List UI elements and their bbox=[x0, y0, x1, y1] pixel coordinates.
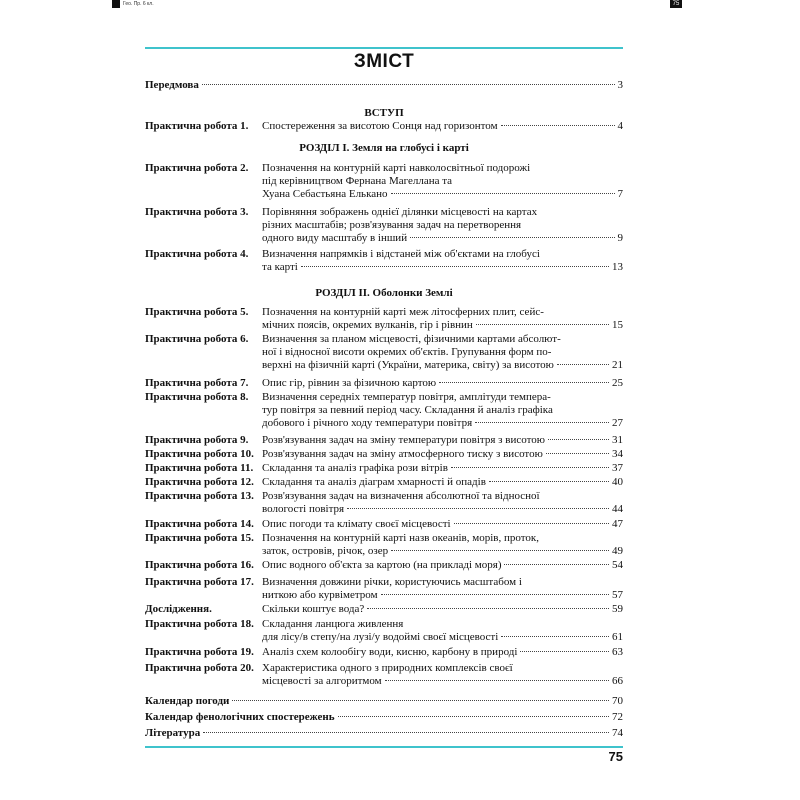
dot-leader bbox=[347, 508, 609, 509]
toc-label: Практична робота 13. bbox=[145, 490, 254, 502]
toc-title: Складання та аналіз графіка рози вітрів bbox=[262, 462, 448, 474]
toc-entry-line bbox=[145, 232, 623, 245]
toc-label: Практична робота 4. bbox=[145, 248, 249, 260]
toc-title: Література bbox=[145, 727, 201, 739]
dot-leader bbox=[381, 594, 609, 595]
toc-title: Хуана Себастьяна Елькано bbox=[262, 188, 388, 201]
toc-page: 3 bbox=[617, 79, 623, 91]
toc-title: Календар погоди bbox=[145, 695, 230, 707]
toc-entry-line bbox=[145, 404, 623, 417]
toc-page: 15 bbox=[612, 319, 623, 332]
back-matter-row bbox=[145, 727, 623, 740]
toc-title: Визначення напрямків і відстаней між об'єктами на глобусі bbox=[262, 248, 540, 260]
toc-label: Практична робота 10. bbox=[145, 448, 254, 460]
toc-text-line bbox=[262, 162, 623, 175]
preface-row bbox=[145, 79, 623, 92]
toc-label: Практична робота 1. bbox=[145, 120, 249, 132]
toc-entry-line bbox=[145, 646, 623, 659]
toc-page: 40 bbox=[612, 476, 623, 488]
toc-entry-line bbox=[145, 306, 623, 319]
toc-title: Позначення на контурній карті навколосвітньої подорожі bbox=[262, 162, 531, 174]
toc-label: Дослідження. bbox=[145, 603, 212, 615]
toc-text-line bbox=[262, 359, 623, 372]
toc-title: ниткою або курвіметром bbox=[262, 589, 378, 602]
toc-text-line bbox=[262, 589, 623, 602]
toc-entry-line bbox=[145, 319, 623, 332]
dot-leader bbox=[232, 700, 609, 701]
toc-label: Практична робота 15. bbox=[145, 532, 254, 544]
toc-title: Спостереження за висотою Сонця над горизонтом bbox=[262, 120, 498, 132]
toc-title: Визначення довжини річки, користуючись масштабом і bbox=[262, 576, 522, 588]
toc-text-line bbox=[262, 188, 623, 201]
toc-title: Визначення середніх температур повітря, амплітуди темпера- bbox=[262, 391, 551, 403]
toc-title: під керівництвом Фернана Магеллана та bbox=[262, 175, 453, 188]
toc-text-line bbox=[262, 646, 623, 659]
toc-entry-line bbox=[145, 603, 623, 616]
toc-title: Аналіз схем колообігу води, кисню, карбону в природі bbox=[262, 646, 518, 658]
toc-title: Опис гір, рівнин за фізичною картою bbox=[262, 377, 437, 389]
toc-page: 54 bbox=[612, 559, 623, 571]
toc-entry-line bbox=[145, 662, 623, 675]
toc-label: Практична робота 2. bbox=[145, 162, 249, 174]
toc-text-line bbox=[262, 576, 623, 589]
toc-text-line bbox=[262, 662, 623, 675]
toc-entry-line bbox=[145, 631, 623, 644]
toc-page: 44 bbox=[612, 503, 623, 516]
toc-text-line bbox=[262, 404, 623, 417]
toc-text-line bbox=[145, 711, 623, 724]
dot-leader bbox=[391, 550, 609, 551]
toc-title: Порівняння зображень однієї ділянки місцевості на картах bbox=[262, 206, 538, 218]
dot-leader bbox=[475, 422, 609, 423]
toc-text-line bbox=[262, 462, 623, 475]
toc-text-line bbox=[262, 518, 623, 531]
toc-title: Календар фенологічних спостережень bbox=[145, 711, 335, 723]
toc-title: Опис погоди та клімату своєї місцевості bbox=[262, 518, 451, 530]
toc-text-line bbox=[262, 333, 623, 346]
toc-text-line bbox=[262, 261, 623, 274]
dot-leader bbox=[203, 732, 609, 733]
dot-leader bbox=[202, 84, 615, 85]
toc-page: 74 bbox=[612, 727, 623, 739]
toc-title: Позначення на контурній карті назв океанів, морів, проток, bbox=[262, 532, 539, 544]
toc-page: 37 bbox=[612, 462, 623, 474]
toc-entry-line bbox=[145, 417, 623, 430]
toc-page: 31 bbox=[612, 434, 623, 446]
toc-entry-line bbox=[145, 462, 623, 475]
toc-entry-line bbox=[145, 206, 623, 219]
toc-label: Практична робота 3. bbox=[145, 206, 249, 218]
toc-text-line bbox=[145, 79, 623, 92]
toc-label: Практична робота 7. bbox=[145, 377, 249, 389]
dot-leader bbox=[548, 439, 609, 440]
toc-page: 70 bbox=[612, 695, 623, 707]
toc-title: Розв'язування задач на зміну атмосферного тиску з висотою bbox=[262, 448, 543, 460]
toc-entry-line bbox=[145, 675, 623, 688]
toc-entry-line bbox=[145, 261, 623, 274]
toc-entry-line bbox=[145, 589, 623, 602]
crop-mark bbox=[112, 0, 120, 8]
toc-entry-line bbox=[145, 219, 623, 232]
dot-leader bbox=[439, 382, 609, 383]
toc-text-line bbox=[262, 206, 623, 219]
page-number: 75 bbox=[608, 749, 623, 764]
toc-entry-line bbox=[145, 248, 623, 261]
toc-text-line bbox=[262, 503, 623, 516]
toc-page: 72 bbox=[612, 711, 623, 723]
dot-leader bbox=[501, 636, 609, 637]
toc-page: 63 bbox=[612, 646, 623, 658]
dot-leader bbox=[338, 716, 609, 717]
dot-leader bbox=[504, 564, 609, 565]
toc-entry-line bbox=[145, 359, 623, 372]
toc-title: заток, островів, річок, озер bbox=[262, 545, 389, 558]
toc-text-line bbox=[262, 618, 623, 631]
toc-page: 49 bbox=[612, 545, 623, 558]
toc-title: мічних поясів, окремих вулканів, гір і рівнин bbox=[262, 319, 473, 332]
toc-title: Складання та аналіз діаграм хмарності й опадів bbox=[262, 476, 486, 488]
dot-leader bbox=[454, 523, 609, 524]
toc-page: 4 bbox=[617, 120, 623, 132]
toc-page: 66 bbox=[612, 675, 623, 688]
dot-leader bbox=[557, 364, 609, 365]
dot-leader bbox=[451, 467, 609, 468]
toc-text-line bbox=[262, 377, 623, 390]
toc-title: одного виду масштабу в інший bbox=[262, 232, 408, 245]
toc-title: Скільки коштує вода? bbox=[262, 603, 365, 615]
toc-entry-line bbox=[145, 391, 623, 404]
toc-page: 27 bbox=[612, 417, 623, 430]
header-label: Гео. Пр. 6 кл. bbox=[123, 1, 154, 7]
toc-title: різних масштабів; розв'язування задач на перетворення bbox=[262, 219, 522, 232]
section-heading: РОЗДІЛ ІІ. Оболонки Землі bbox=[315, 287, 453, 299]
toc-entry-line bbox=[145, 518, 623, 531]
dot-leader bbox=[367, 608, 609, 609]
toc-entry-line bbox=[145, 545, 623, 558]
toc-text-line bbox=[262, 559, 623, 572]
toc-entry-line bbox=[145, 490, 623, 503]
toc-title: тур повітря за певний період часу. Складання й аналіз графіка bbox=[262, 404, 553, 417]
back-matter-row bbox=[145, 711, 623, 724]
toc-text-line bbox=[262, 248, 623, 261]
toc-page: 25 bbox=[612, 377, 623, 389]
toc-entry-line bbox=[145, 188, 623, 201]
toc-text-line bbox=[262, 306, 623, 319]
toc-title: Позначення на контурній карті меж літосферних плит, сейс- bbox=[262, 306, 544, 318]
toc-title: верхні на фізичній карті (України, материка, світу) за висотою bbox=[262, 359, 554, 372]
toc-page: 61 bbox=[612, 631, 623, 644]
toc-title: Опис водного об'єкта за картою (на прикладі моря) bbox=[262, 559, 502, 571]
toc-page: 7 bbox=[617, 188, 623, 201]
toc-label: Практична робота 18. bbox=[145, 618, 254, 630]
dot-leader bbox=[501, 125, 615, 126]
toc-page: 21 bbox=[612, 359, 623, 372]
toc-title: Розв'язування задач на визначення абсолютної та відносної bbox=[262, 490, 540, 502]
toc-title: та карті bbox=[262, 261, 298, 274]
toc-page: 13 bbox=[612, 261, 623, 274]
toc-entry-line bbox=[145, 532, 623, 545]
toc-text-line bbox=[262, 120, 623, 133]
dot-leader bbox=[410, 237, 614, 238]
toc-label: Практична робота 19. bbox=[145, 646, 254, 658]
toc-page: 9 bbox=[617, 232, 623, 245]
toc-title: добового і річного ходу температури повітря bbox=[262, 417, 473, 430]
toc-text-line bbox=[262, 448, 623, 461]
toc-text-line bbox=[262, 631, 623, 644]
bottom-divider bbox=[145, 746, 623, 748]
toc-title: місцевості за алгоритмом bbox=[262, 675, 382, 688]
toc-title: Визначення за планом місцевості, фізичними картами абсолют- bbox=[262, 333, 561, 345]
toc-entry-line bbox=[145, 175, 623, 188]
toc-title: Розв'язування задач на зміну температури повітря з висотою bbox=[262, 434, 545, 446]
toc-text-line bbox=[262, 434, 623, 447]
dot-leader bbox=[391, 193, 615, 194]
toc-entry-line bbox=[145, 120, 623, 133]
toc-entry-line bbox=[145, 576, 623, 589]
toc-label: Практична робота 6. bbox=[145, 333, 249, 345]
toc-text-line bbox=[262, 545, 623, 558]
toc-text-line bbox=[262, 391, 623, 404]
toc-page: 57 bbox=[612, 589, 623, 602]
toc-entry-line bbox=[145, 434, 623, 447]
toc-label: Практична робота 17. bbox=[145, 576, 254, 588]
toc-entry-line bbox=[145, 503, 623, 516]
toc-title: вологості повітря bbox=[262, 503, 345, 516]
toc-title: Складання ланцюга живлення bbox=[262, 618, 404, 630]
dot-leader bbox=[385, 680, 609, 681]
toc-label: Практична робота 16. bbox=[145, 559, 254, 571]
toc-entry-line bbox=[145, 618, 623, 631]
dot-leader bbox=[301, 266, 609, 267]
toc-label: Практична робота 9. bbox=[145, 434, 249, 446]
toc-title: Характеристика одного з природних комплексів своєї bbox=[262, 662, 513, 674]
toc-label: Практична робота 12. bbox=[145, 476, 254, 488]
toc-entry-line bbox=[145, 559, 623, 572]
toc-label: Практична робота 20. bbox=[145, 662, 254, 674]
toc-text-line bbox=[262, 346, 623, 359]
toc-text-line bbox=[262, 175, 623, 188]
toc-title: Передмова bbox=[145, 79, 199, 91]
toc-entry-line bbox=[145, 476, 623, 489]
toc-entry-line bbox=[145, 333, 623, 346]
page-title: ЗМІСТ bbox=[353, 51, 415, 72]
toc-text-line bbox=[262, 232, 623, 245]
toc-text-line bbox=[262, 417, 623, 430]
toc-page: 34 bbox=[612, 448, 623, 460]
toc-entry-line bbox=[145, 346, 623, 359]
toc-label: Практична робота 5. bbox=[145, 306, 249, 318]
toc-entry-line bbox=[145, 448, 623, 461]
toc-text-line bbox=[262, 476, 623, 489]
toc-text-line bbox=[145, 727, 623, 740]
section-heading: РОЗДІЛ І. Земля на глобусі і карті bbox=[299, 142, 469, 154]
toc-entry-line bbox=[145, 162, 623, 175]
dot-leader bbox=[476, 324, 609, 325]
dot-leader bbox=[520, 651, 609, 652]
top-divider bbox=[145, 47, 623, 49]
section-heading: ВСТУП bbox=[364, 107, 404, 119]
toc-label: Практична робота 11. bbox=[145, 462, 254, 474]
toc-text-line bbox=[262, 319, 623, 332]
toc-text-line bbox=[262, 490, 623, 503]
header-page-badge: 75 bbox=[670, 0, 682, 8]
toc-page: 47 bbox=[612, 518, 623, 530]
toc-text-line bbox=[262, 219, 623, 232]
toc-title: ної і відносної висоти окремих об'єктів. Групування форм по- bbox=[262, 346, 552, 359]
toc-label: Практична робота 14. bbox=[145, 518, 254, 530]
toc-page: 59 bbox=[612, 603, 623, 615]
back-matter-row bbox=[145, 695, 623, 708]
toc-title: для лісу/в степу/на лузі/у водоймі своєї місцевості bbox=[262, 631, 499, 644]
dot-leader bbox=[489, 481, 609, 482]
toc-text-line bbox=[262, 532, 623, 545]
toc-text-line bbox=[262, 675, 623, 688]
dot-leader bbox=[546, 453, 609, 454]
toc-text-line bbox=[145, 695, 623, 708]
toc-entry-line bbox=[145, 377, 623, 390]
toc-label: Практична робота 8. bbox=[145, 391, 249, 403]
toc-text-line bbox=[262, 603, 623, 616]
